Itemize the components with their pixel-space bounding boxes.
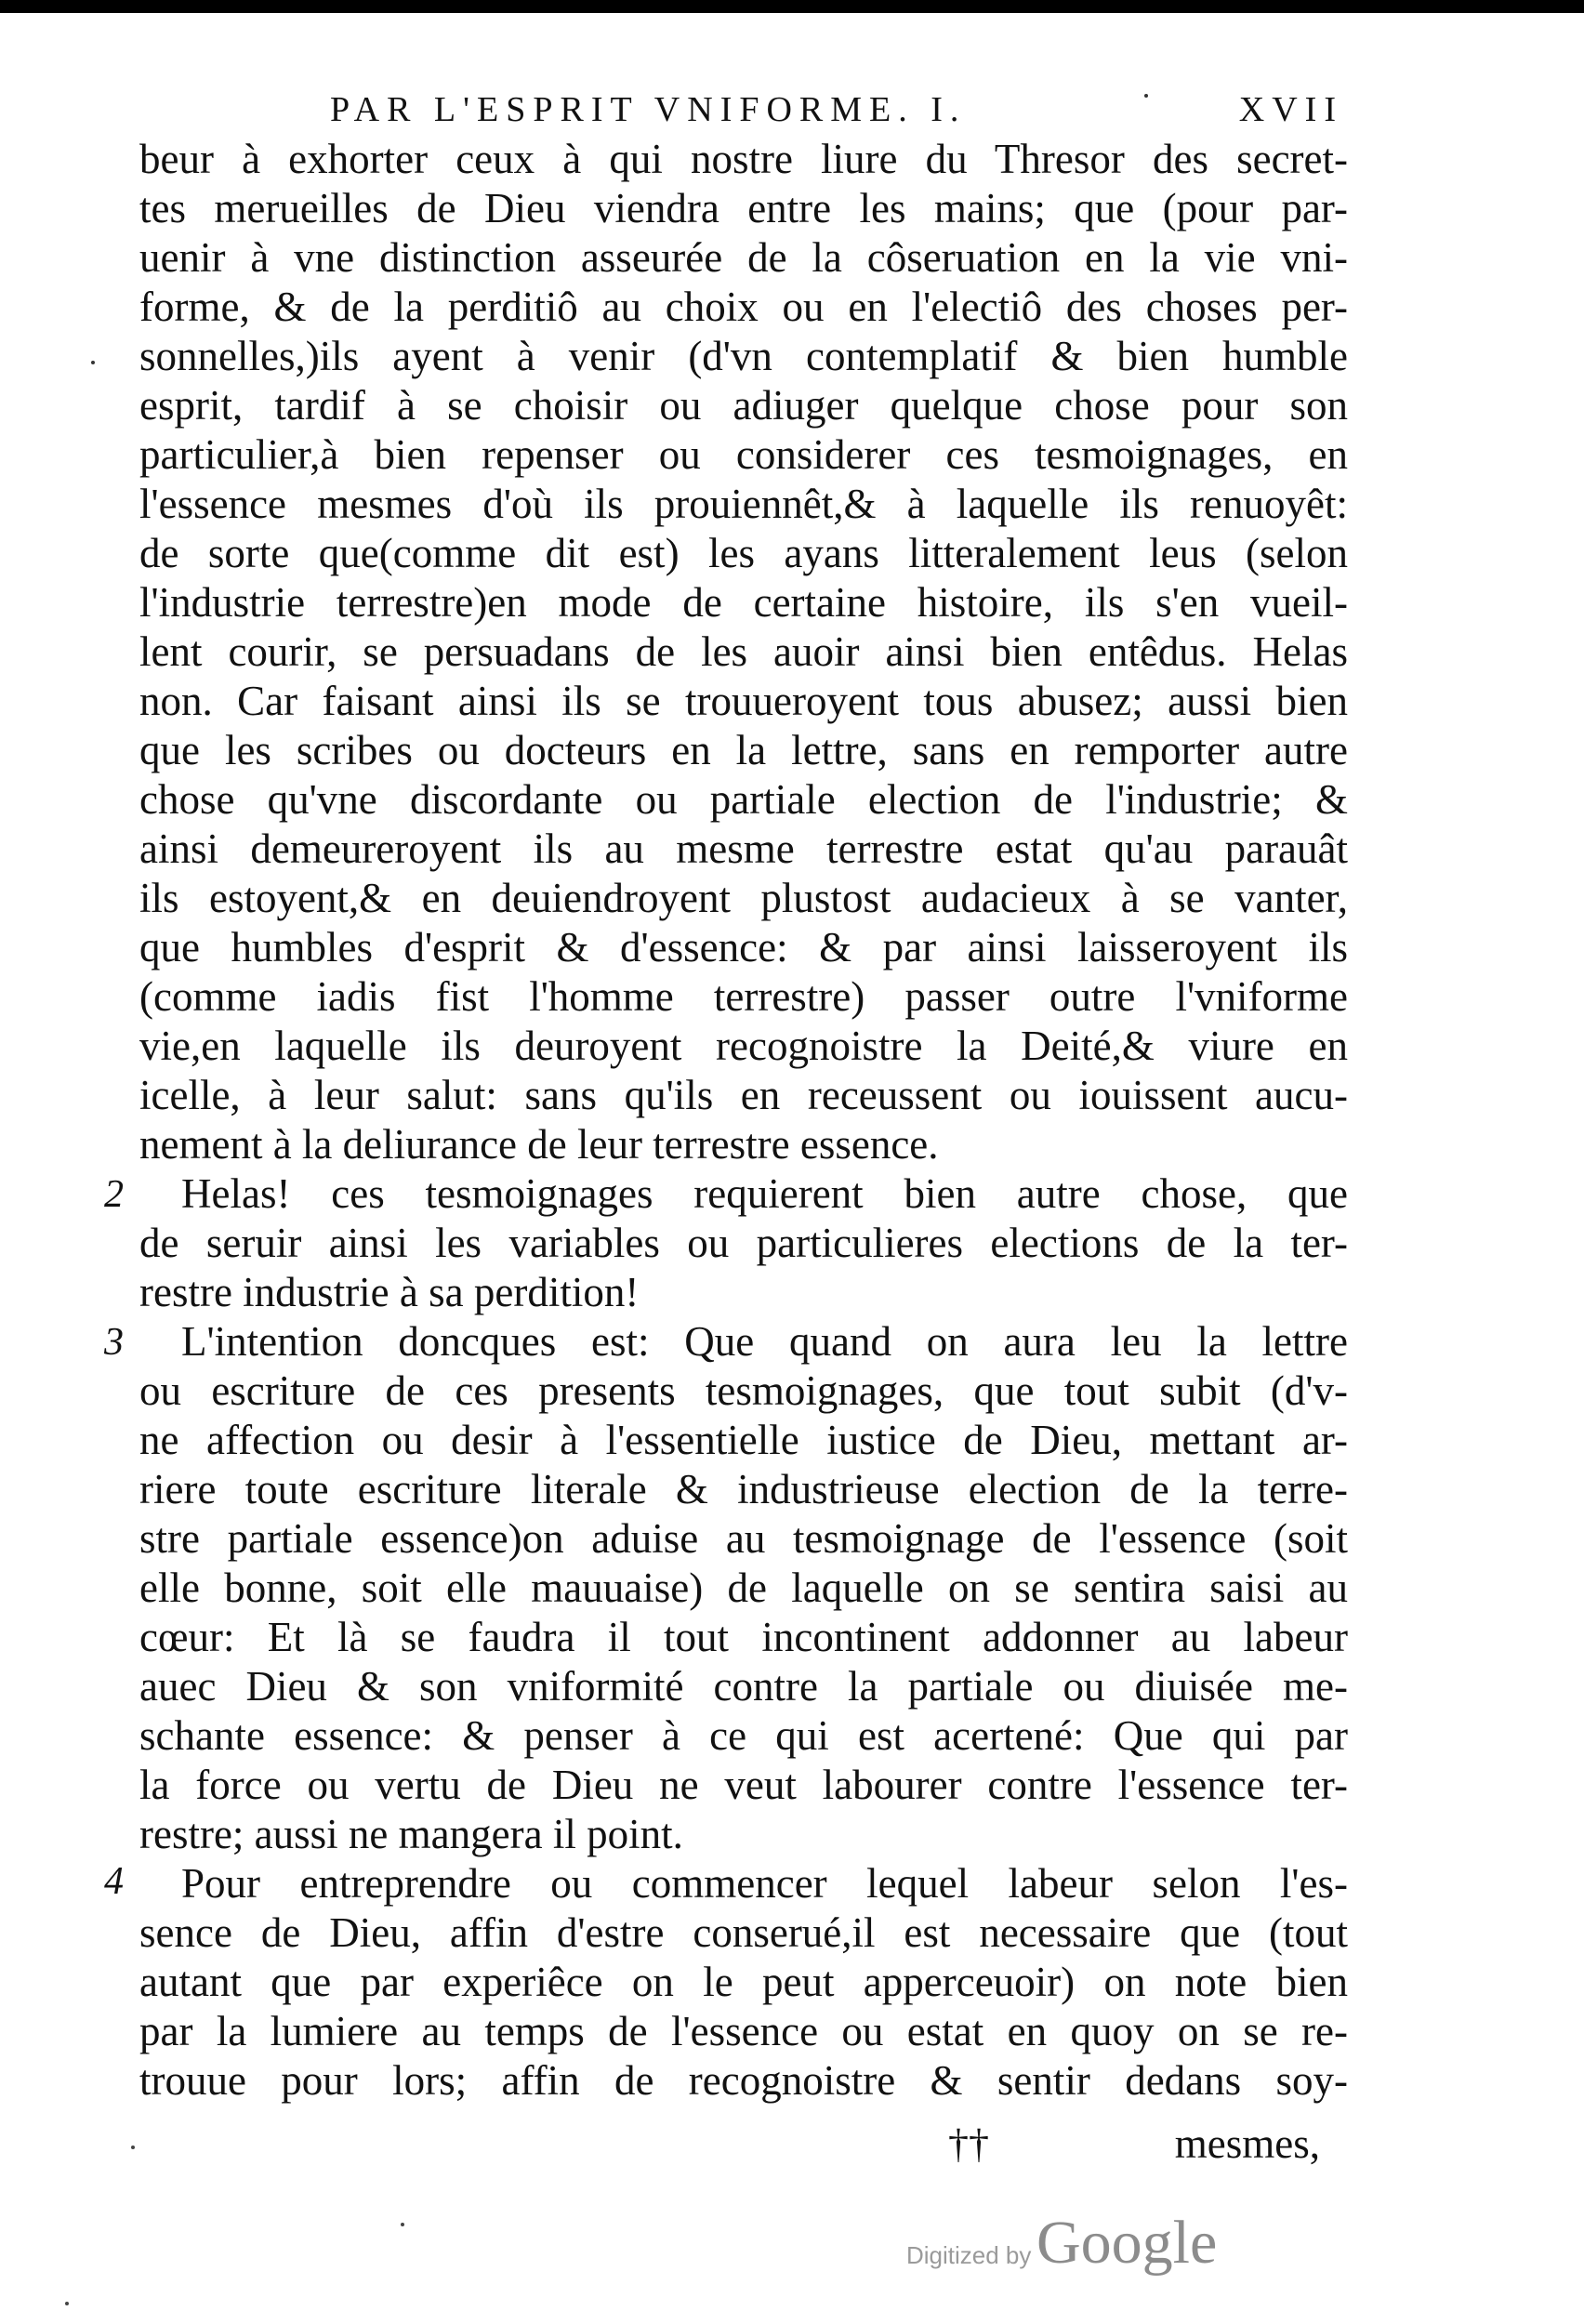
text-line: autant que par experiêce on le peut apperceuoir) on note bien	[139, 1959, 1348, 2005]
text-line: cœur: Et là se faudra il tout incontinent addonner au labeur	[139, 1614, 1348, 1660]
text-line: nement à la deliurance de leur terrestre essence.	[139, 1121, 939, 1168]
google-logo: Google	[1036, 2209, 1218, 2277]
text-line: schante essence: & penser à ce qui est acertené: Que qui par	[139, 1712, 1348, 1759]
text-line: esprit, tardif à se choisir ou adiuger quelque chose pour son	[139, 382, 1348, 429]
running-header	[330, 89, 1343, 136]
paragraph-start-line: Pour entreprendre ou commencer lequel labeur selon l'es-	[181, 1860, 1348, 1907]
page-footer	[139, 2119, 1348, 2175]
catchword: mesmes,	[1174, 2120, 1320, 2167]
running-title: PAR L'ESPRIT VNIFORME. I.	[330, 90, 967, 129]
page-top-border	[0, 0, 1584, 13]
text-line: (comme iadis fist l'homme terrestre) passer outre l'vniforme	[139, 973, 1348, 1020]
text-line: restre; aussi ne mangera il point.	[139, 1811, 683, 1857]
text-line: ils estoyent,& en deuiendroyent plustost audacieux à se vanter,	[139, 875, 1348, 921]
text-line: icelle, à leur salut: sans qu'ils en receussent ou iouissent aucu-	[139, 1072, 1348, 1118]
ink-speck	[131, 2146, 135, 2149]
digitization-watermark	[906, 2208, 1241, 2282]
text-line: vie,en laquelle ils deuroyent recognoistre la Deité,& viure en	[139, 1023, 1348, 1069]
text-line: tes merueilles de Dieu viendra entre les mains; que (pour par-	[139, 185, 1348, 231]
margin-paragraph-number: 3	[104, 1321, 124, 1364]
paragraph-start-line: Helas! ces tesmoignages requierent bien autre chose, que	[181, 1170, 1348, 1217]
text-line: uenir à vne distinction asseurée de la côseruation en la vie vni-	[139, 234, 1348, 281]
page-number: XVII	[1238, 90, 1343, 129]
text-line: lent courir, se persuadans de les auoir ainsi bien entêdus. Helas	[139, 628, 1348, 675]
text-line: particulier,à bien repenser ou considerer ces tesmoignages, en	[139, 431, 1348, 478]
text-line: sonnelles,)ils ayent à venir (d'vn contemplatif & bien humble	[139, 333, 1348, 379]
text-line: non. Car faisant ainsi ils se trouueroyent tous abusez; aussi bien	[139, 678, 1348, 724]
digitized-by-label: Digitized by	[906, 2241, 1032, 2269]
signature-mark: ††	[948, 2121, 989, 2167]
text-line: chose qu'vne discordante ou partiale election de l'industrie; &	[139, 776, 1348, 823]
text-line: de sorte que(comme dit est) les ayans litteralement leus (selon	[139, 530, 1348, 576]
ink-speck	[65, 2302, 69, 2305]
text-line: ne affection ou desir à l'essentielle iustice de Dieu, mettant ar-	[139, 1417, 1348, 1463]
text-line: l'essence mesmes d'où ils prouiennêt,& à laquelle ils renuoyêt:	[139, 481, 1348, 527]
ink-speck	[91, 361, 95, 364]
text-line: par la lumiere au temps de l'essence ou estat en quoy on se re-	[139, 2008, 1348, 2054]
text-line: la force ou vertu de Dieu ne veut labourer contre l'essence ter-	[139, 1762, 1348, 1808]
text-line: stre partiale essence)on aduise au tesmoignage de l'essence (soit	[139, 1515, 1348, 1562]
text-line: restre industrie à sa perdition!	[139, 1269, 640, 1315]
text-line: sence de Dieu, affin d'estre conserué,il est necessaire que (tout	[139, 1909, 1348, 1956]
text-line: beur à exhorter ceux à qui nostre liure du Thresor des secret-	[139, 136, 1348, 182]
text-line: ainsi demeureroyent ils au mesme terrestre estat qu'au parauât	[139, 825, 1348, 872]
ink-speck	[401, 2223, 404, 2226]
text-line: auec Dieu & son vniformité contre la partiale ou diuisée me-	[139, 1663, 1348, 1710]
text-line: ou escriture de ces presents tesmoignages, que tout subit (d'v-	[139, 1367, 1348, 1414]
text-line: que humbles d'esprit & d'essence: & par ainsi laisseroyent ils	[139, 924, 1348, 971]
text-line: que les scribes ou docteurs en la lettre, sans en remporter autre	[139, 727, 1348, 773]
text-line: trouue pour lors; affin de recognoistre & sentir dedans soy-	[139, 2057, 1348, 2104]
body-text	[139, 135, 1348, 2106]
margin-paragraph-number: 2	[104, 1173, 124, 1216]
paragraph-start-line: L'intention doncques est: Que quand on aura leu la lettre	[181, 1318, 1348, 1365]
text-line: forme, & de la perditiô au choix ou en l'electiô des choses per-	[139, 284, 1348, 330]
margin-paragraph-number: 4	[104, 1860, 124, 1903]
text-line: de seruir ainsi les variables ou particulieres elections de la ter-	[139, 1220, 1348, 1266]
text-line: l'industrie terrestre)en mode de certaine histoire, ils s'en vueil-	[139, 579, 1348, 626]
text-line: riere toute escriture literale & industrieuse election de la terre-	[139, 1466, 1348, 1512]
text-line: elle bonne, soit elle mauuaise) de laquelle on se sentira saisi au	[139, 1565, 1348, 1611]
